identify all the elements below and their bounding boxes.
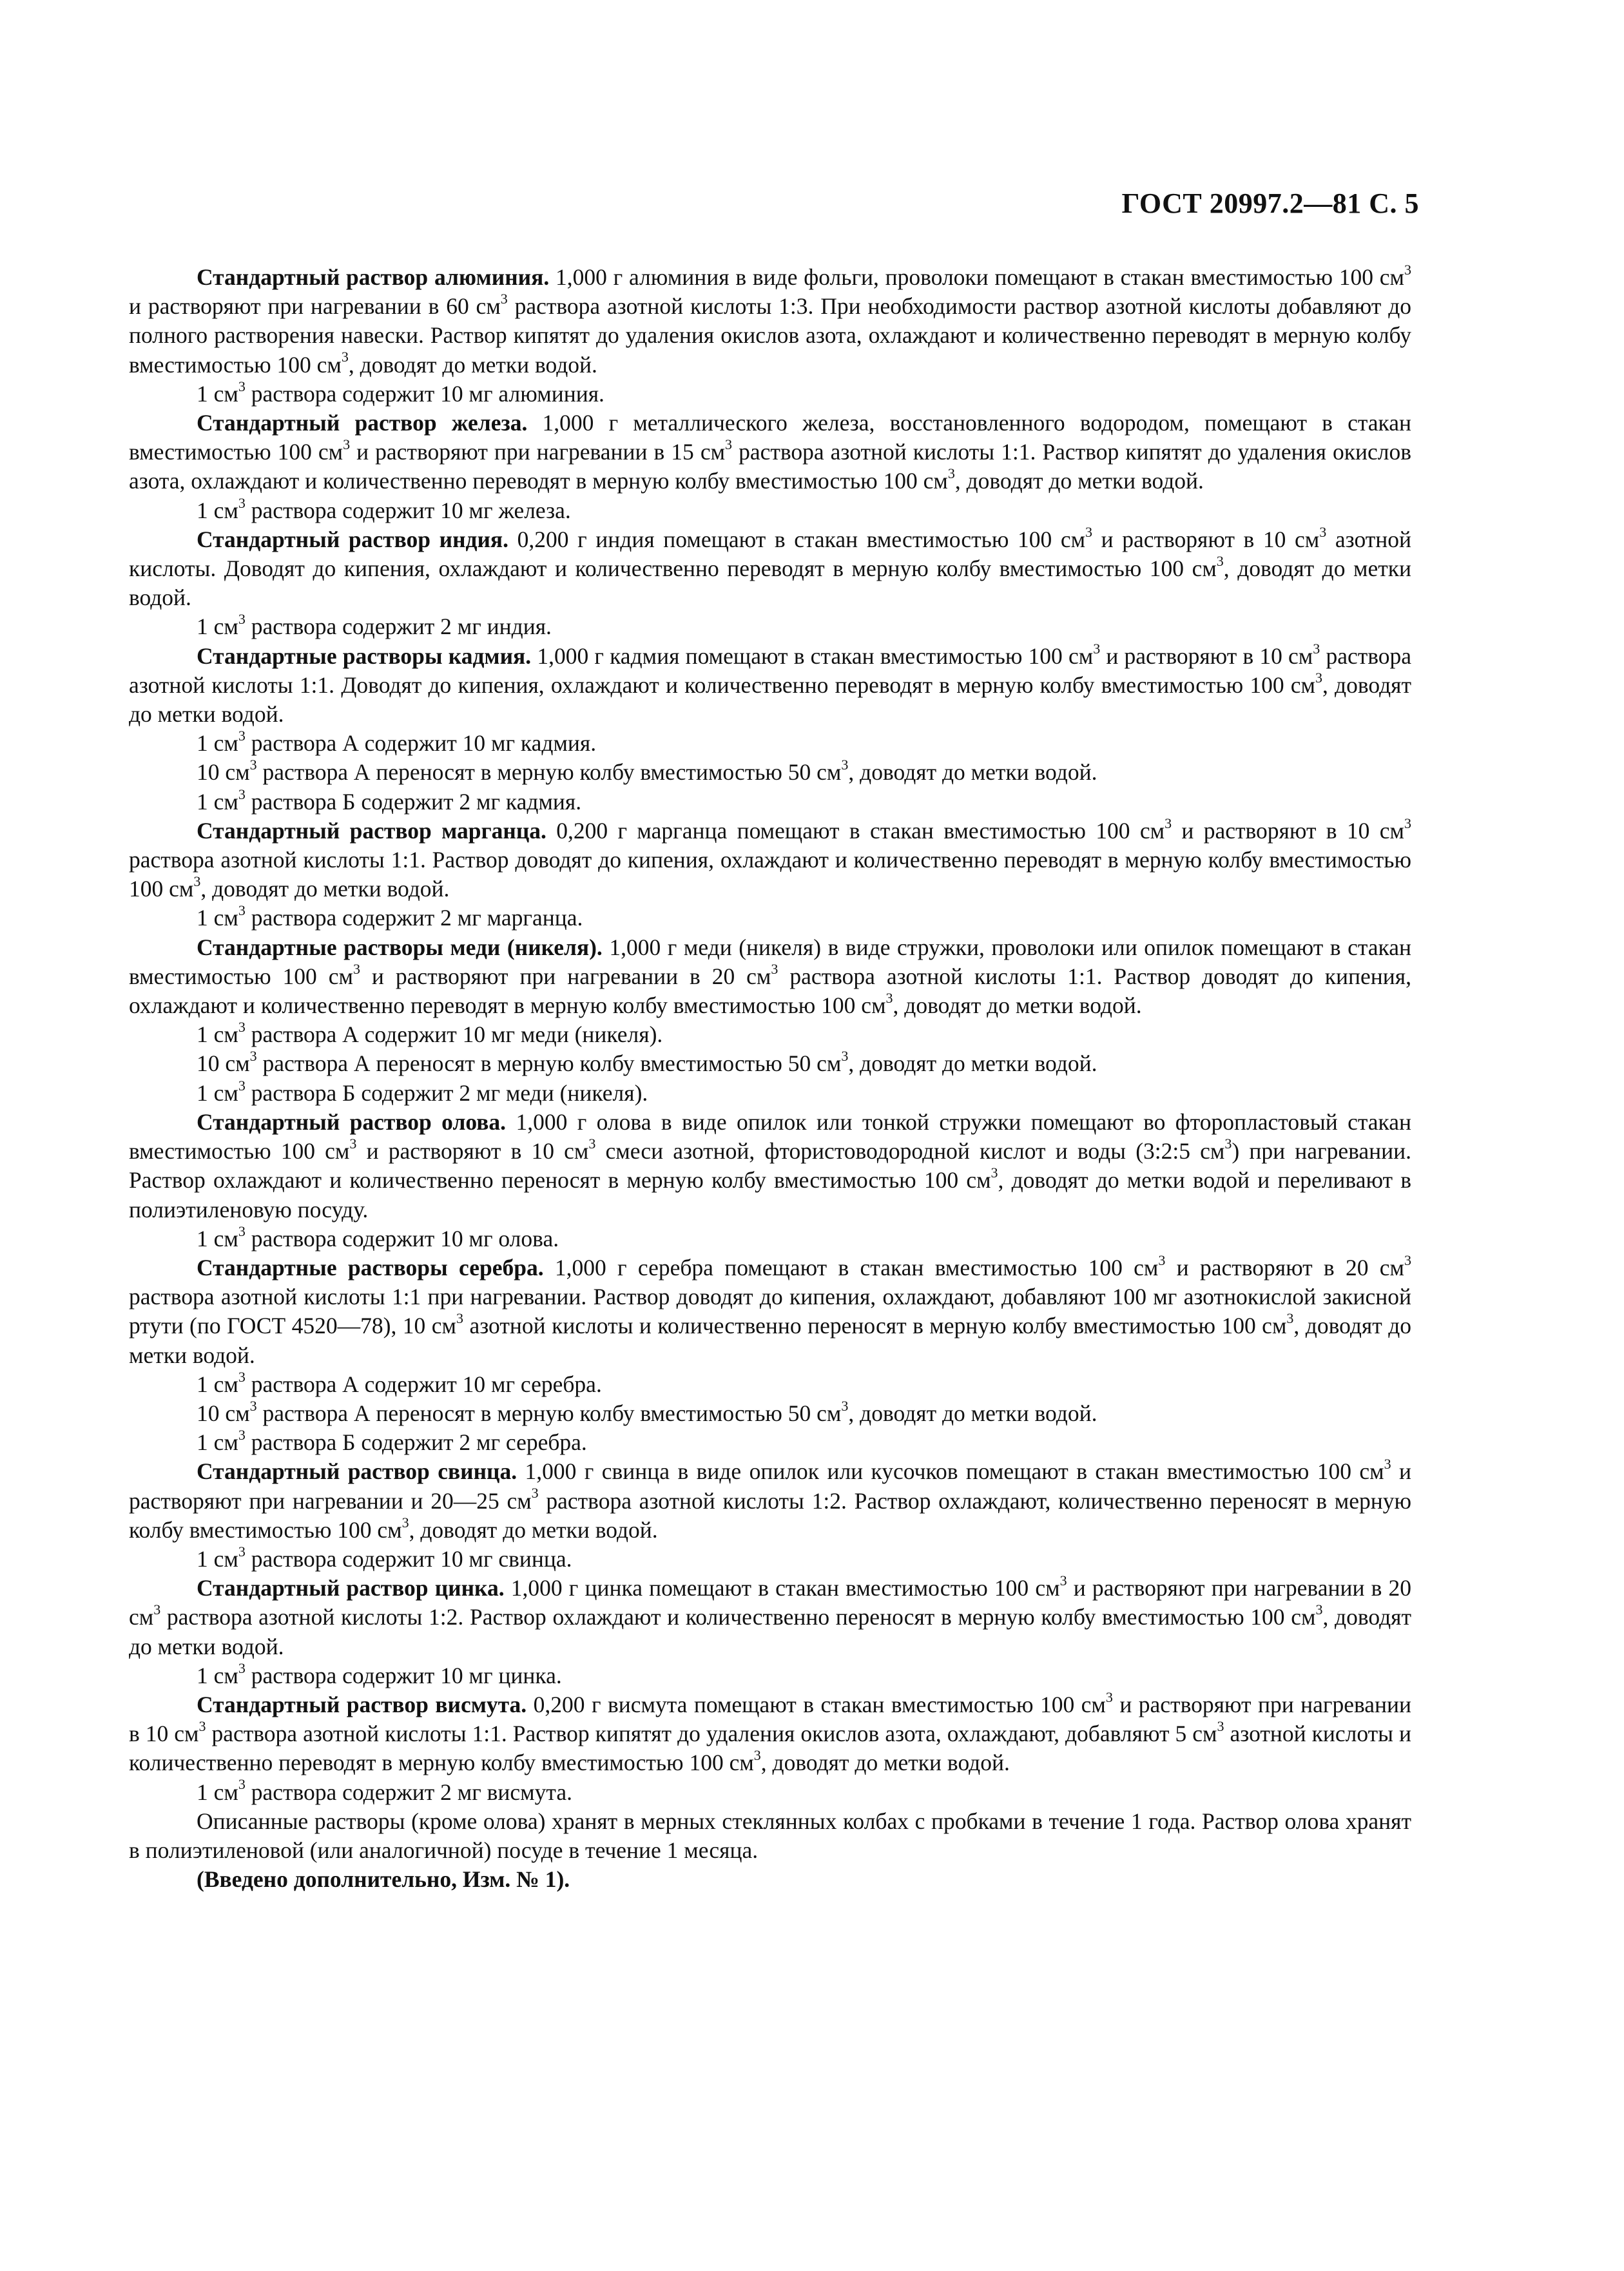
paragraph-text: 0,200 г индия помещают в стакан вместимостью 100 $см^3$ и растворяют в 10 $см^3$ азотной кислоты. Доводят до кипения, охлаждают и количественно переводят в мерную колбу вместимостью 100 $см^3$, доводят до метки водой. [129,523,1411,611]
dilution-line: 10 $см^3$ раствора А переносят в мерную колбу вместимостью 50 $см^3$, доводят до метки водой. [197,1048,1097,1077]
section-title: Стандартный раствор железа. [197,410,528,436]
concentration-line: 1 $см^3$ раствора Б содержит 2 мг серебра. [197,1427,587,1456]
amendment-note: (Введено дополнительно, Изм. № 1). [197,1866,570,1893]
concentration-line: 1 $см^3$ раствора содержит 10 мг алюминия. [197,378,604,407]
paragraph-text: 1,000 г кадмия помещают в стакан вместимостью 100 $см^3$ и растворяют в 10 $см^3$ раствора азотной кислоты 1:1. Доводят до кипения, охлаждают и количественно переводят в мерную колбу вместимостью 100 $см^3$, доводят до метки водой. [129,640,1411,728]
section-paragraph [129,1574,1411,1661]
section-paragraph [129,1690,1411,1778]
section-paragraph [129,642,1411,730]
section-paragraph [129,933,1411,1021]
paragraph-text: 1,000 г серебра помещают в стакан вместимостью 100 $см^3$ и растворяют в 20 $см^3$ раствора азотной кислоты 1:1 при нагревании. Раствор доводят до кипения, охлаждают, добавляют 100 мг азотнокислой закисной ртути (по ГОСТ 4520—78), 10 $см^3$ азотной кислоты и количественно переносят в мерную колбу вместимостью 100 $см^3$, доводят до метки водой. [129,1251,1412,1368]
concentration-line: 1 $см^3$ раствора содержит 2 мг индия. [197,611,552,640]
document-body [129,263,1411,1894]
paragraph-text: 1,000 г алюминия в виде фольги, проволоки помещают в стакан вместимостью 100 $см^3$ и растворяют при нагревании в 60 $см^3$ раствора азотной кислоты 1:3. При необходимости раствор азотной кислоты добавляют до полного растворения навески. Раствор кипятят до удаления окислов азота, охлаждают и количественно переводят в мерную колбу вместимостью 100 $см^3$, доводят до метки водой. [129,261,1412,378]
concentration-line: 1 $см^3$ раствора содержит 10 мг железа. [197,494,571,523]
section-title: Стандартный раствор алюминия. [197,264,550,290]
paragraph-text: 1,000 г меди (никеля) в виде стружки, проволоки или опилок помещают в стакан вместимостью 100 $см^3$ и растворяют при нагревании в 20 $см^3$ раствора азотной кислоты 1:1. Раствор доводят до кипения, охлаждают и количественно переводят в мерную колбу вместимостью 100 $см^3$, доводят до метки водой. [129,934,1411,1019]
concentration-line: 1 $см^3$ раствора содержит 10 мг свинца. [197,1543,572,1572]
paragraph-text: 0,200 г марганца помещают в стакан вместимостью 100 $см^3$ и растворяют в 10 $см^3$ раствора азотной кислоты 1:1. Раствор доводят до кипения, охлаждают и количественно переводят в мерную колбу вместимостью 100 $см^3$, доводят до метки водой. [129,815,1411,902]
concentration-line: 1 $см^3$ раствора Б содержит 2 мг меди (никеля). [197,1077,648,1106]
dilution-line: 10 $см^3$ раствора А переносят в мерную колбу вместимостью 50 $см^3$, доводят до метки водой. [197,1397,1097,1426]
paragraph-text: 1,000 г свинца в виде опилок или кусочков помещают в стакан вместимостью 100 $см^3$ и растворяют при нагревании и 20—25 $см^3$ раствора азотной кислоты 1:2. Раствор охлаждают, количественно переносят в мерную колбу вместимостью 100 $см^3$, доводят до метки водой. [129,1456,1411,1543]
section-paragraph [129,1253,1411,1370]
concentration-line: 1 $см^3$ раствора содержит 2 мг висмута. [197,1776,572,1805]
paragraph-text: 1,000 г цинка помещают в стакан вместимостью 100 $см^3$ и растворяют при нагревании в 20 $см^3$ раствора азотной кислоты 1:2. Раствор охлаждают и количественно переносят в мерную колбу вместимостью 100 $см^3$, доводят до метки водой. [129,1572,1412,1659]
concentration-line: 1 $см^3$ раствора А содержит 10 мг кадмия. [197,728,597,757]
section-title: Стандартный раствор марганца. [197,817,546,844]
storage-note: Описанные растворы (кроме олова) хранят в мерных стеклянных колбах с пробками в течение 1 года. Раствор олова хранят в полиэтиленовой (или аналогичной) посуде в течение 1 месяца. [129,1808,1411,1863]
section-title: Стандартный раствор индия. [197,526,509,552]
section-title: Стандартные растворы серебра. [197,1254,544,1280]
section-title: Стандартный раствор цинка. [197,1575,505,1601]
section-title: Стандартный раствор олова. [197,1108,507,1135]
section-paragraph [129,1108,1411,1224]
section-paragraph [129,1457,1411,1545]
concentration-line: 1 $см^3$ раствора А содержит 10 мг меди (никеля). [197,1019,663,1048]
page-header: ГОСТ 20997.2—81 С. 5 [1121,188,1419,219]
concentration-line: 1 $см^3$ раствора А содержит 10 мг серебра. [197,1368,602,1397]
section-title: Стандартные растворы кадмия. [197,643,532,669]
concentration-line: 1 $см^3$ раствора содержит 10 мг цинка. [197,1659,562,1688]
paragraph-text: 1,000 г металлического железа, восстановленного водородом, помещают в стакан вместимостью 100 $см^3$ и растворяют при нагревании в 15 $см^3$ раствора азотной кислоты 1:1. Раствор кипятят до удаления окислов азота, охлаждают и количественно переводят в мерную колбу вместимостью 100 $см^3$, доводят до метки водой. [129,410,1412,494]
paragraph-text: 1,000 г олова в виде опилок или тонкой стружки помещают во фторопластовый стакан вместимостью 100 $см^3$ и растворяют в 10 $см^3$ смеси азотной, фтористоводородной кислот и воды (3:2:5 $см^3$) при нагревании. Раствор охлаждают и количественно переносят в мерную колбу вместимостью 100 $см^3$, доводят до метки водой и переливают в полиэтиленовую посуду. [129,1108,1412,1222]
section-title: Стандартный раствор свинца. [197,1458,517,1485]
section-paragraph [129,817,1411,904]
section-paragraph [129,525,1411,613]
concentration-line: 1 $см^3$ раствора содержит 2 мг марганца. [197,902,583,931]
section-title: Стандартный раствор висмута. [197,1691,527,1717]
concentration-line: 1 $см^3$ раствора содержит 10 мг олова. [197,1222,559,1251]
section-paragraph [129,409,1411,496]
section-title: Стандартные растворы меди (никеля). [197,934,603,960]
section-paragraph [129,263,1411,380]
paragraph-text: 0,200 г висмута помещают в стакан вместимостью 100 $см^3$ и растворяют при нагревании в 10 $см^3$ раствора азотной кислоты 1:1. Раствор кипятят до удаления окислов азота, охлаждают, добавляют 5 $см^3$ азотной кислоты и количественно переводят в мерную колбу вместимостью 100 $см^3$, доводят до метки водой. [129,1688,1412,1776]
concentration-line: 1 $см^3$ раствора Б содержит 2 мг кадмия. [197,786,582,815]
dilution-line: 10 $см^3$ раствора А переносят в мерную колбу вместимостью 50 $см^3$, доводят до метки водой. [197,757,1097,786]
